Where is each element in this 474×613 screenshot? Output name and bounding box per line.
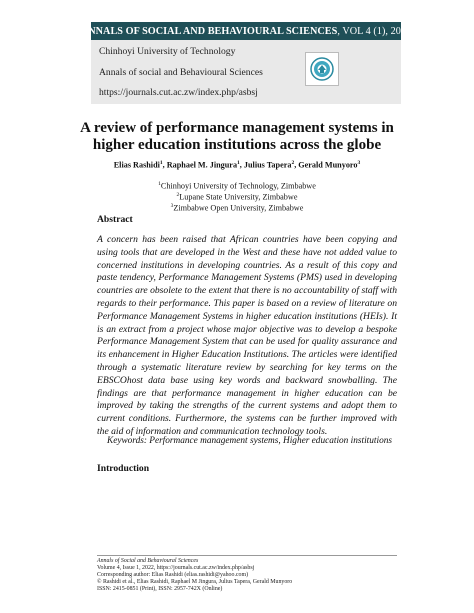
journal-logo-icon xyxy=(305,52,339,86)
article-title: A review of performance management systems in higher education institutions across the globe xyxy=(80,120,394,153)
affil-mark: 2 xyxy=(176,192,180,199)
keywords: Keywords: Performance management systems, Higher education institutions xyxy=(107,436,392,446)
affil-mark: 1 xyxy=(158,181,161,187)
affiliation-list xyxy=(40,180,434,214)
introduction-heading: Introduction xyxy=(97,463,150,474)
footer-volume: Volume 4, Issue 1, 2022, https://journals.cut.ac.zw/index.php/asbsj xyxy=(97,564,255,571)
author-separator: , xyxy=(162,160,167,170)
author-affil-mark: 3 xyxy=(357,160,361,166)
abstract-body: A concern has been raised that African countries have been copying and using tools that are developed in the West and these have not added value to concerned institutions in developing countries. As a result of this copy and paste tendency, Performance Management Systems (PMS) used in developing countries are obsolete to the extent that there is no accountability of staff with regards to their performance. This paper is based on a review of literature on Performance Management Systems in higher education institutions (HEIs). It is an extract from a project whose major objective was to develop a bespoke Performance Management System that can be used for quality assurance and its enhancement in Higher Education Institutions. The articles were identified through a systematic literature review by searching for key terms on the EBSCOhost data base using key words and backward snowballing. The findings are that performance management in higher education can be improved by taking the strengths of the current systems and adopt them to current conditions. Furthermore, the systems can be further improved with the aid of information and communication technology tools. xyxy=(97,234,397,437)
author-affil-mark: 2 xyxy=(291,160,295,166)
footer-notes xyxy=(97,558,397,593)
author-name: Gerald Munyoro xyxy=(298,160,358,170)
university-name: Chinhoyi University of Technology xyxy=(99,46,236,57)
author-name: Raphael M. Jingura xyxy=(166,160,238,170)
affil-text: Zimbabwe Open University, Zimbabwe xyxy=(173,204,304,214)
footer-journal: Annals of Social and Behavioural Sciences xyxy=(97,558,199,564)
author-list xyxy=(40,160,434,170)
author-name: Julius Tapera xyxy=(243,160,292,170)
journal-short-name: Annals of social and Behavioural Sciences xyxy=(99,67,263,78)
footer-copyright: © Rashidi et al., Elias Rashidi, Raphael M Jingura, Julius Tapera, Gerald Munyoro xyxy=(97,578,293,585)
volume-issue: , VOL 4 (1), 2022 xyxy=(337,25,412,37)
footer-corresponding: Corresponding author: Elias Rashidi (elias.rashidi@yahoo.com) xyxy=(97,571,249,578)
journal-logo-graphic xyxy=(309,56,335,82)
journal-url[interactable]: https://journals.cut.ac.zw/index.php/asbsj xyxy=(99,87,258,98)
author-separator: , xyxy=(294,160,299,170)
journal-info-box xyxy=(91,40,401,104)
affil-text: Chinhoyi University of Technology, Zimbabwe xyxy=(160,181,316,191)
affiliation-item xyxy=(40,191,434,202)
affiliation-item xyxy=(40,180,434,191)
author-separator: , xyxy=(239,160,244,170)
footer-divider xyxy=(97,555,397,556)
affil-mark: 3 xyxy=(170,203,174,210)
affiliation-item xyxy=(40,202,434,213)
affil-text: Lupane State University, Zimbabwe xyxy=(179,192,298,202)
journal-name: ANNALS OF SOCIAL AND BEHAVIOURAL SCIENCES xyxy=(80,25,338,37)
footer-issn: ISSN: 2415-0851 (Print), ISSN: 2957-742X (Online) xyxy=(97,585,223,592)
author-affil-mark: 1 xyxy=(237,160,240,166)
journal-banner xyxy=(80,22,412,40)
author-name: Elias Rashidi xyxy=(113,160,160,170)
author-affil-mark: 1 xyxy=(159,160,163,166)
abstract-heading: Abstract xyxy=(97,214,133,225)
